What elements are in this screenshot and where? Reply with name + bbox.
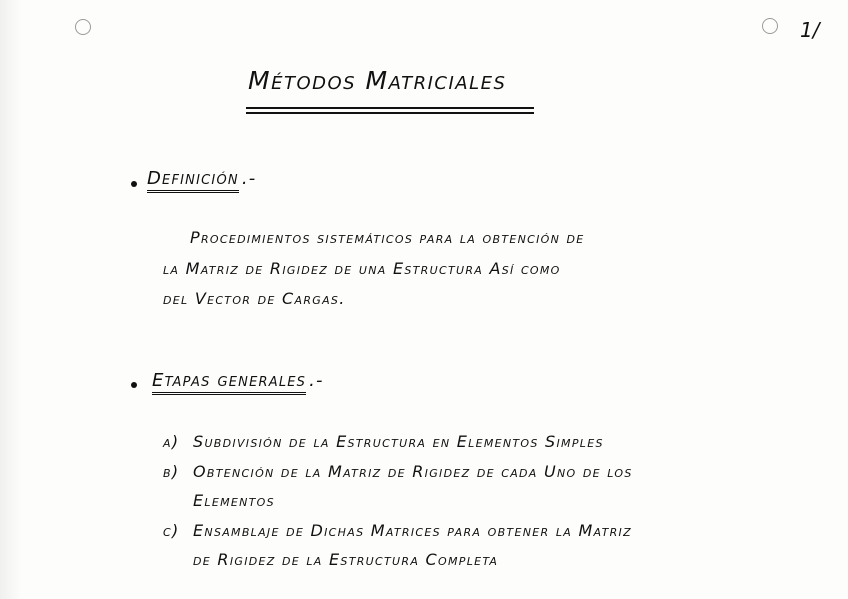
punch-hole-icon [762,18,778,34]
page-title: Métodos Matriciales [248,66,507,95]
definition-heading [147,168,256,193]
stage-item-label: b) [163,462,180,481]
stages-heading-suffix: .- [309,370,324,391]
title-underline [246,112,534,114]
title-underline [246,107,534,109]
stage-item-b [163,462,633,481]
stage-item-text: Obtención de la Matriz de Rigidez de cada Uno de los [193,462,633,481]
definition-heading-suffix: .- [241,168,257,189]
bullet-icon [131,382,137,388]
stage-item-label: a) [163,432,180,451]
stage-item-c [163,521,632,540]
definition-line: la Matriz de Rigidez de una Estructura Así como [163,259,561,278]
stage-item-b-continuation: Elementos [193,491,275,510]
punch-hole-icon [75,19,91,35]
stages-heading [152,370,324,395]
stage-item-text: Ensamblaje de Dichas Matrices para obtener la Matriz [193,521,632,540]
stage-item-a [163,432,604,451]
bullet-icon [131,181,137,187]
stages-heading-text: Etapas generales [152,370,306,395]
page-number: 1/ [800,18,820,42]
stage-item-c-continuation: de Rigidez de la Estructura Completa [193,550,499,569]
definition-line: del Vector de Cargas. [163,289,346,308]
stage-item-label: c) [163,521,180,540]
definition-line: Procedimientos sistemáticos para la obtención de [190,228,585,247]
definition-heading-text: Definición [147,168,239,193]
scan-edge-shadow [0,0,22,599]
stage-item-text: Subdivisión de la Estructura en Elementos Simples [193,432,604,451]
